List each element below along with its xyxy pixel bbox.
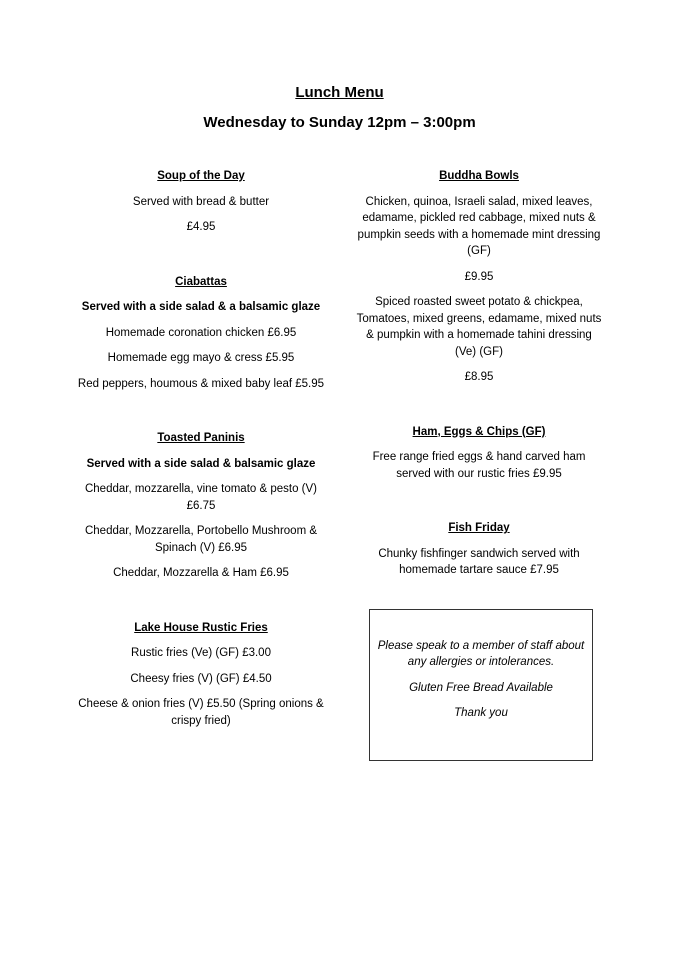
menu-item: Cheddar, mozzarella, vine tomato & pesto (V) £6.75 bbox=[84, 483, 318, 512]
menu-item: Free range fried eggs & hand carved ham served with our rustic fries £9.95 bbox=[372, 451, 586, 480]
buddha-section bbox=[356, 168, 602, 386]
menu-item: Rustic fries (Ve) (GF) £3.00 bbox=[131, 647, 271, 659]
menu-item: Chunky fishfinger sandwich served with homemade tartare sauce £7.95 bbox=[378, 547, 580, 576]
menu-title: Lunch Menu bbox=[295, 84, 384, 101]
menu-price: £8.95 bbox=[464, 371, 494, 383]
fries-heading: Lake House Rustic Fries bbox=[134, 621, 268, 634]
ciabattas-heading: Ciabattas bbox=[175, 275, 227, 288]
ham-section bbox=[356, 424, 602, 483]
menu-item: Spiced roasted sweet potato & chickpea, Tomatoes, mixed greens, edamame, mixed nuts & pumpkin with a homemade tahini dressing (Ve) (GF) bbox=[356, 296, 602, 358]
soup-price: £4.95 bbox=[186, 221, 216, 233]
paninis-subheading: Served with a side salad & balsamic glaze bbox=[86, 457, 316, 470]
ciabattas-section bbox=[76, 274, 326, 393]
buddha-heading: Buddha Bowls bbox=[439, 170, 519, 182]
soup-description: Served with bread & butter bbox=[132, 195, 270, 208]
paninis-heading: Toasted Paninis bbox=[157, 432, 245, 444]
soup-heading: Soup of the Day bbox=[157, 170, 245, 182]
menu-item: Cheese & onion fries (V) £5.50 (Spring onions & crispy fried) bbox=[78, 698, 324, 727]
allergy-note-box bbox=[369, 609, 593, 761]
menu-item: Cheddar, Mozzarella, Portobello Mushroom & Spinach (V) £6.95 bbox=[84, 525, 318, 554]
soup-section bbox=[76, 168, 326, 236]
allergy-note: Please speak to a member of staff about any allergies or intolerances. bbox=[377, 639, 585, 668]
fish-section bbox=[356, 520, 602, 579]
menu-item: Cheesy fries (V) (GF) £4.50 bbox=[130, 672, 272, 685]
fish-heading: Fish Friday bbox=[448, 522, 510, 534]
paninis-section bbox=[76, 430, 326, 582]
menu-item: Red peppers, houmous & mixed baby leaf £5.95 bbox=[77, 377, 325, 390]
ham-heading: Ham, Eggs & Chips (GF) bbox=[412, 425, 546, 438]
thank-you-note: Thank you bbox=[454, 707, 508, 719]
menu-item: Homemade coronation chicken £6.95 bbox=[105, 326, 297, 339]
gluten-free-note: Gluten Free Bread Available bbox=[409, 681, 553, 694]
menu-item: Chicken, quinoa, Israeli salad, mixed leaves, edamame, pickled red cabbage, mixed nuts & pumpkin seeds with a homemade mint dressing (GF) bbox=[357, 195, 601, 257]
right-column bbox=[356, 168, 602, 761]
fries-section bbox=[76, 620, 326, 730]
left-column bbox=[76, 168, 326, 738]
menu-hours: Wednesday to Sunday 12pm – 3:00pm bbox=[203, 114, 476, 131]
ciabattas-subheading: Served with a side salad & a balsamic glaze bbox=[81, 301, 321, 313]
menu-item: Homemade egg mayo & cress £5.95 bbox=[107, 352, 295, 364]
menu-price: £9.95 bbox=[464, 270, 494, 283]
menu-item: Cheddar, Mozzarella & Ham £6.95 bbox=[113, 567, 289, 579]
